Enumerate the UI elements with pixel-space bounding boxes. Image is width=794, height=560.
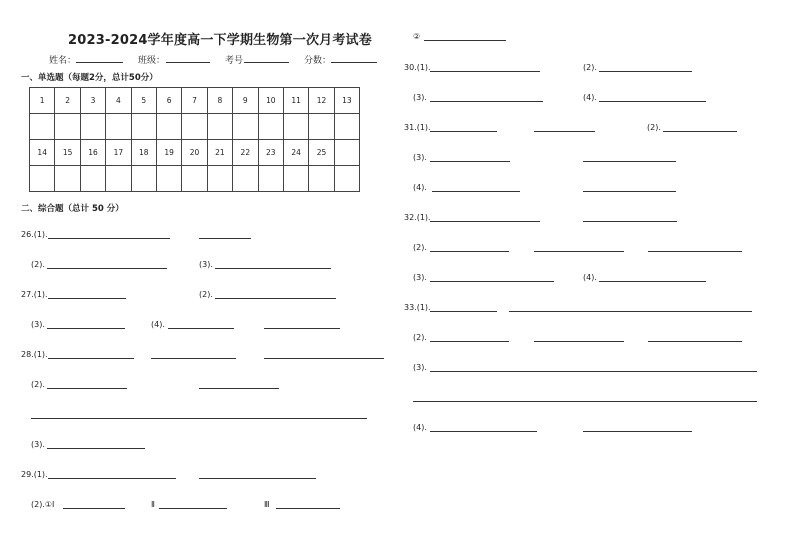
q31-part1-label: 31.(1). [404,123,431,132]
grid-number: 3 [80,88,105,114]
answer-cell[interactable] [309,114,334,140]
answer-cell[interactable] [233,166,258,192]
answer-cell[interactable] [182,166,207,192]
q26-part3-label: (3). [199,260,213,269]
q30-part4-label: (4). [583,93,597,102]
answer-line[interactable] [199,388,279,389]
answer-cell[interactable] [131,114,156,140]
answer-line[interactable] [168,328,234,329]
q29-part2-label: (2).①Ⅰ [31,500,55,509]
grid-number: 22 [233,140,258,166]
q28-part1-label: 28.(1). [21,350,48,359]
answer-line[interactable] [509,311,752,312]
q28-part3-label: (3). [31,440,45,449]
answer-line[interactable] [47,448,145,449]
answer-line[interactable] [47,268,167,269]
q30-part1-label: 30.(1). [404,63,431,72]
answer-cell[interactable] [258,114,283,140]
answer-line[interactable] [413,401,757,402]
answer-cell[interactable] [30,114,55,140]
answer-cell[interactable] [334,166,359,192]
answer-line[interactable] [534,341,624,342]
q27-part4-label: (4). [151,320,165,329]
answer-line[interactable] [583,221,677,222]
answer-cell[interactable] [233,114,258,140]
answer-line[interactable] [430,161,510,162]
answer-cell[interactable] [156,114,181,140]
score-field[interactable] [331,62,377,63]
q26-part1-label: 26.(1). [21,230,48,239]
answer-line[interactable] [599,281,706,282]
score-label: 分数： [304,56,332,66]
answer-cell[interactable] [80,166,105,192]
answer-line[interactable] [48,478,176,479]
answer-cell[interactable] [131,166,156,192]
q26-part2-label: (2). [31,260,45,269]
q31-part3-label: (3). [413,153,427,162]
answer-line[interactable] [663,131,737,132]
answer-line[interactable] [430,281,554,282]
answer-line[interactable] [276,508,340,509]
answer-cell[interactable] [283,166,308,192]
name-label: 姓名： [49,56,77,66]
grid-number: 12 [309,88,334,114]
grid-number: 8 [207,88,232,114]
answer-line[interactable] [430,221,540,222]
answer-line[interactable] [48,358,134,359]
answer-cell[interactable] [283,114,308,140]
grid-number: 14 [30,140,55,166]
number-row [30,140,360,166]
answer-line[interactable] [48,238,170,239]
q29-part2-ii-label: Ⅱ [151,500,155,509]
answer-line[interactable] [430,131,497,132]
page-title: 2023-2024学年度高一下学期生物第一次月考试卷 [68,33,372,48]
answer-line[interactable] [264,358,384,359]
grid-number: 20 [182,140,207,166]
answer-line[interactable] [264,328,340,329]
q33-part3-label: (3). [413,363,427,372]
answer-line[interactable] [31,418,367,419]
answer-grid [29,87,360,192]
grid-number: 13 [334,88,359,114]
grid-number: 19 [156,140,181,166]
q29-part2-iii-label: Ⅲ [264,500,270,509]
answer-row [30,114,360,140]
q30-part3-label: (3). [413,93,427,102]
answer-line[interactable] [430,251,509,252]
answer-line[interactable] [599,101,706,102]
class-field[interactable] [166,62,210,63]
name-field[interactable] [76,62,123,63]
answer-line[interactable] [648,251,742,252]
grid-number: 2 [55,88,80,114]
q33-part4-label: (4). [413,423,427,432]
answer-cell[interactable] [156,166,181,192]
answer-line[interactable] [47,328,125,329]
answer-cell[interactable] [334,114,359,140]
q28-part2-label: (2). [31,380,45,389]
section2-heading: 二、综合题（总计 50 分） [21,204,124,214]
answer-cell[interactable] [55,114,80,140]
q32-part3-label: (3). [413,273,427,282]
answer-cell[interactable] [55,166,80,192]
section1-heading: 一、单选题（每题2分，总计50分） [21,73,158,83]
answer-line[interactable] [430,311,497,312]
q29-part2-2-label: ② [413,32,421,41]
answer-line[interactable] [424,40,506,41]
answer-line[interactable] [215,298,336,299]
grid-number: 16 [80,140,105,166]
q27-part3-label: (3). [31,320,45,329]
grid-number: 6 [156,88,181,114]
grid-number: 10 [258,88,283,114]
answer-cell[interactable] [207,114,232,140]
q33-part2-label: (2). [413,333,427,342]
grid-number [334,140,359,166]
answer-line[interactable] [430,71,540,72]
grid-number: 1 [30,88,55,114]
q32-part1-label: 32.(1). [404,213,431,222]
answer-cell[interactable] [106,114,131,140]
answer-cell[interactable] [80,114,105,140]
answer-line[interactable] [583,191,676,192]
answer-line[interactable] [583,161,676,162]
q32-part2-label: (2). [413,243,427,252]
answer-line[interactable] [151,358,236,359]
grid-number: 9 [233,88,258,114]
answer-line[interactable] [199,238,251,239]
answer-line[interactable] [534,131,595,132]
answer-line[interactable] [48,298,126,299]
class-label: 班级： [138,56,166,66]
grid-number: 17 [106,140,131,166]
q30-part2-label: (2). [583,63,597,72]
grid-number: 4 [106,88,131,114]
answer-line[interactable] [159,508,227,509]
exam-no-field[interactable] [244,62,289,63]
answer-cell[interactable] [207,166,232,192]
answer-line[interactable] [215,268,331,269]
exam-no-label: 考号 [225,56,244,66]
answer-line[interactable] [534,251,624,252]
answer-line[interactable] [199,478,316,479]
answer-line[interactable] [430,431,537,432]
answer-line[interactable] [599,71,692,72]
answer-line[interactable] [648,341,742,342]
number-row [30,88,360,114]
answer-line[interactable] [430,101,543,102]
q33-part1-label: 33.(1). [404,303,431,312]
answer-line[interactable] [430,371,757,372]
answer-cell[interactable] [309,166,334,192]
answer-line[interactable] [583,431,692,432]
grid-number: 5 [131,88,156,114]
grid-number: 11 [283,88,308,114]
grid-number: 23 [258,140,283,166]
grid-number: 24 [283,140,308,166]
answer-cell[interactable] [30,166,55,192]
q29-part1-label: 29.(1). [21,470,48,479]
answer-line[interactable] [430,341,509,342]
grid-number: 15 [55,140,80,166]
answer-cell[interactable] [106,166,131,192]
q31-part2-label: (2). [647,123,661,132]
answer-cell[interactable] [182,114,207,140]
q31-part4-label: (4). [413,183,427,192]
answer-line[interactable] [47,388,127,389]
grid-number: 7 [182,88,207,114]
answer-line[interactable] [63,508,125,509]
grid-number: 21 [207,140,232,166]
answer-line[interactable] [432,191,520,192]
q27-part1-label: 27.(1). [21,290,48,299]
q27-part2-label: (2). [199,290,213,299]
q32-part4-label: (4). [583,273,597,282]
grid-number: 18 [131,140,156,166]
answer-row [30,166,360,192]
answer-cell[interactable] [258,166,283,192]
grid-number: 25 [309,140,334,166]
